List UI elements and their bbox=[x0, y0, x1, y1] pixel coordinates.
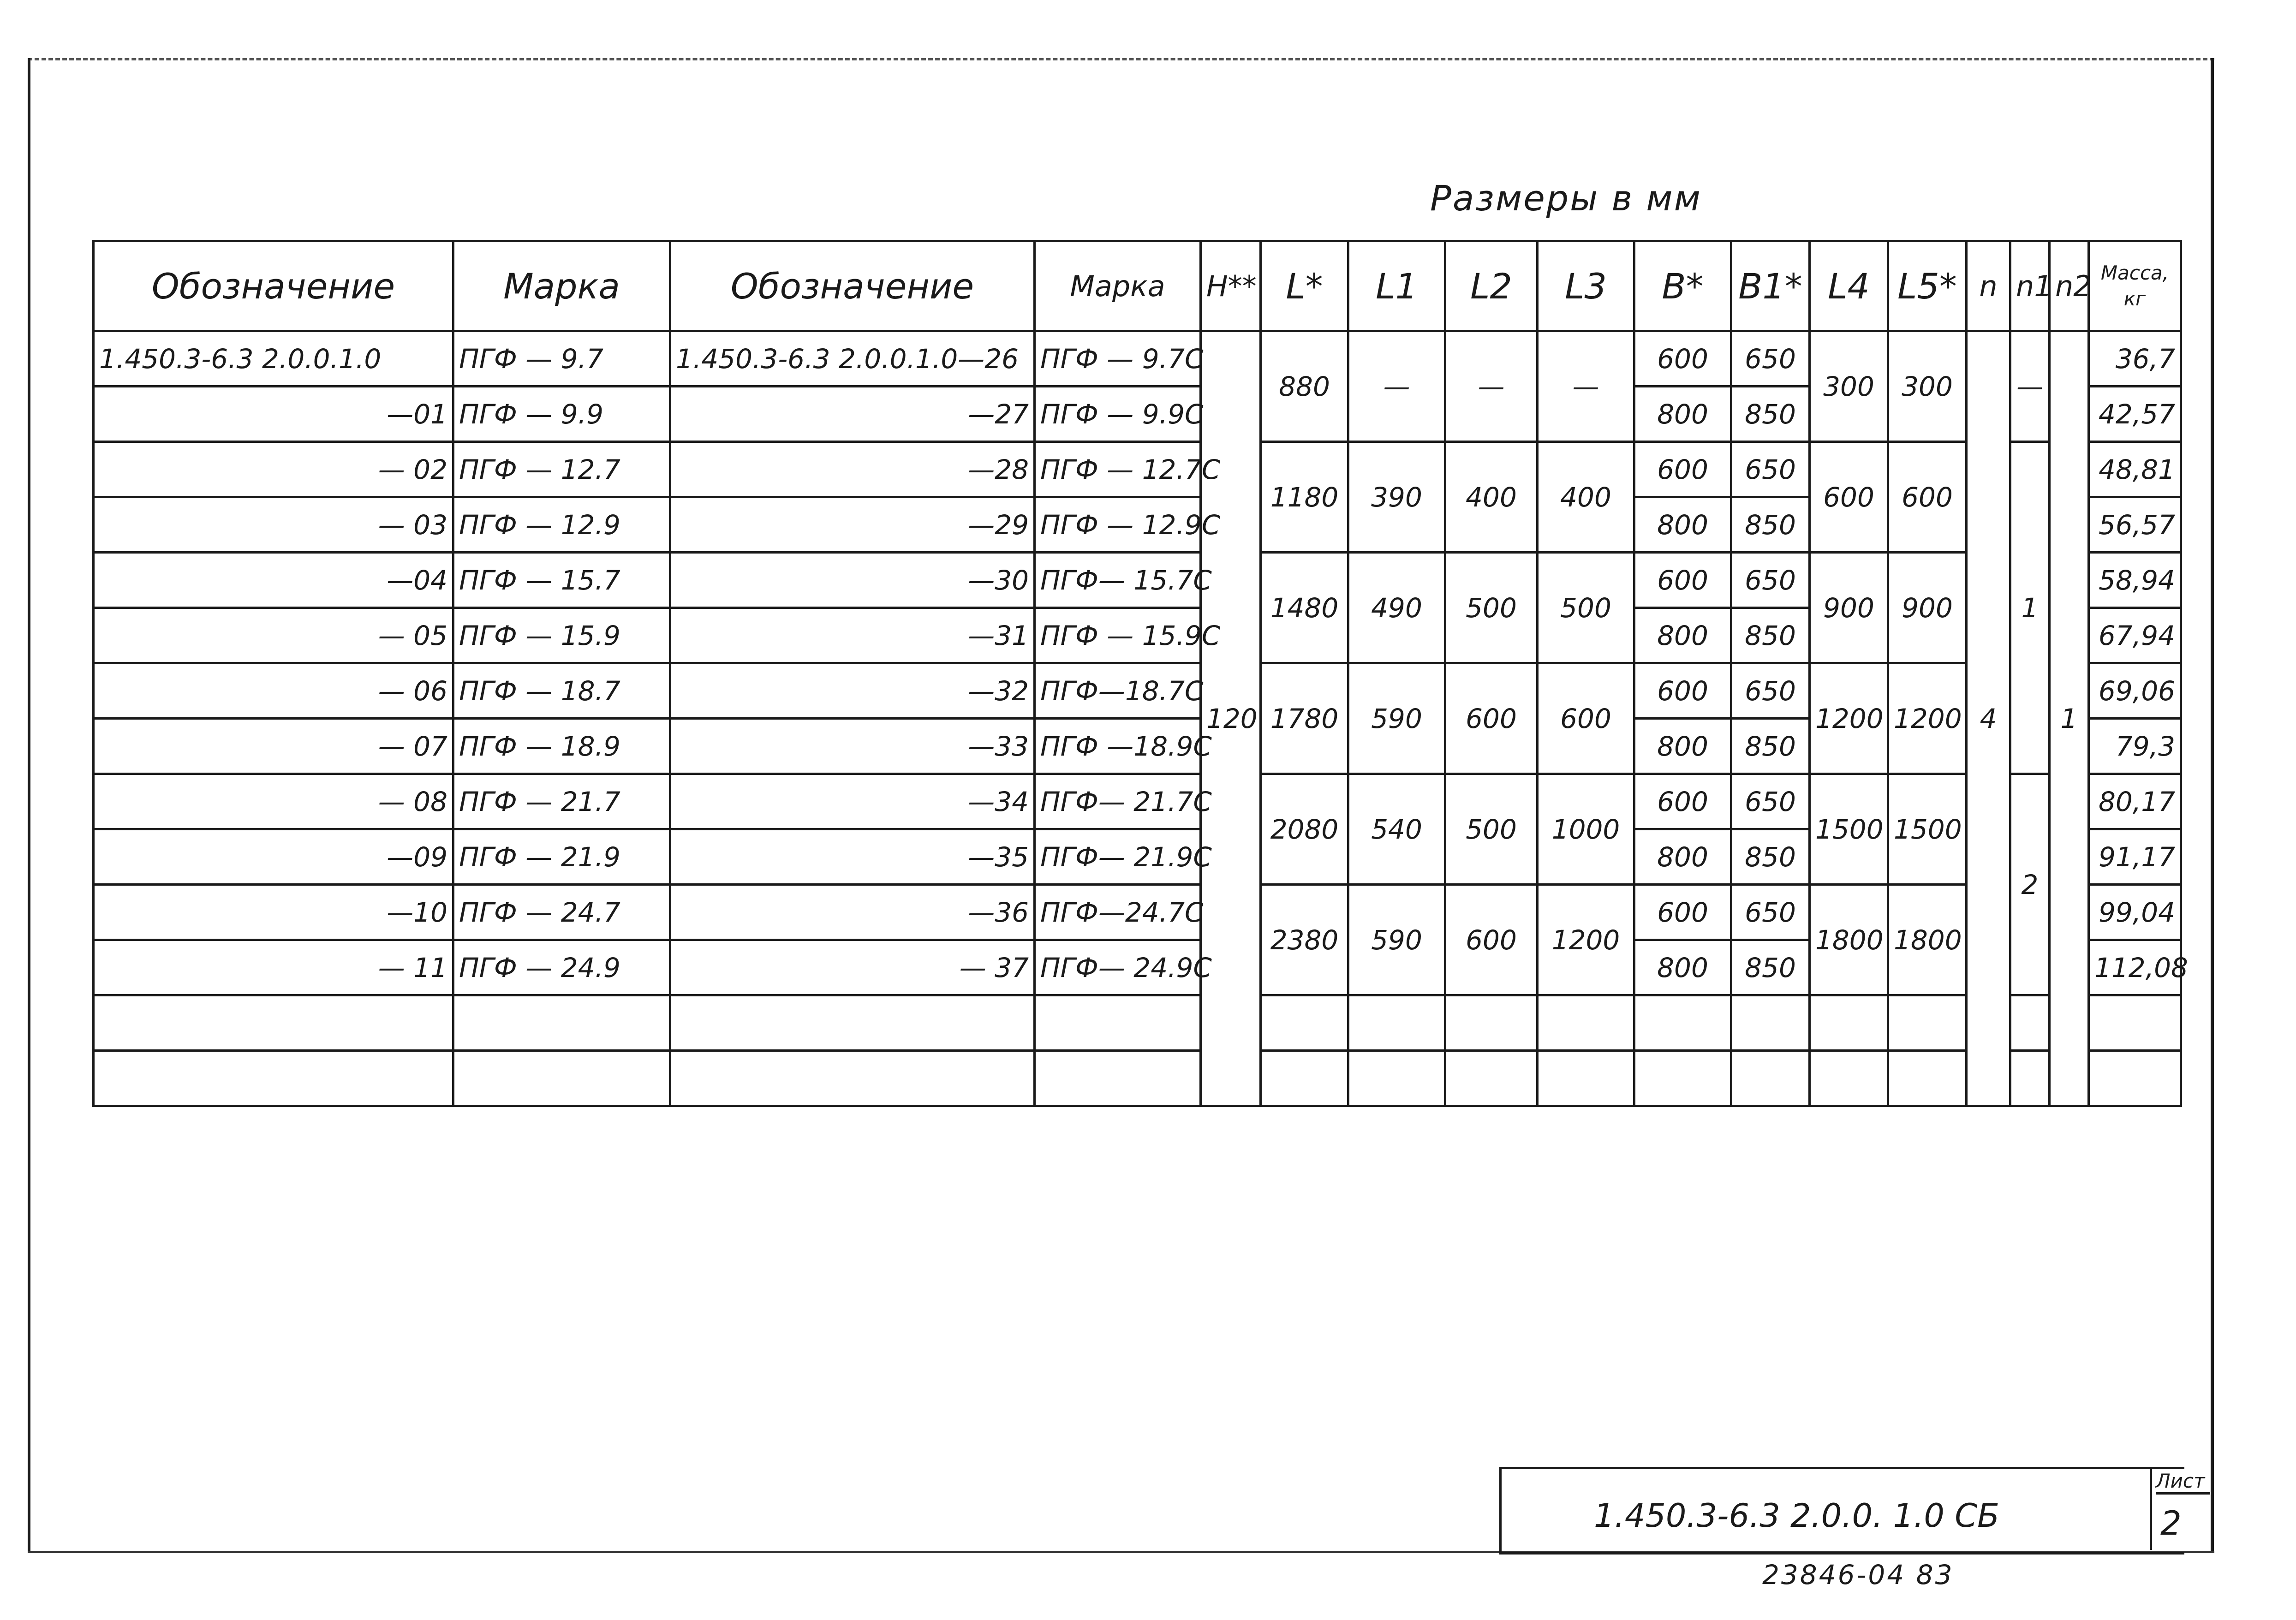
cell-mass: 56,57 bbox=[2089, 497, 2181, 553]
cell-oboznachenie-1: — 02 bbox=[94, 442, 453, 497]
empty-cell bbox=[2010, 1051, 2050, 1106]
table-row-empty bbox=[94, 1051, 2181, 1106]
cell-marka-2: ПГФ— 21.9С bbox=[1035, 829, 1201, 885]
cell-b: 600 bbox=[1634, 553, 1731, 608]
cell-n1: — bbox=[2010, 331, 2050, 442]
cell-marka-1: ПГФ — 9.9 bbox=[453, 387, 670, 442]
empty-cell bbox=[1035, 1051, 1201, 1106]
sheet-label: Лист bbox=[2156, 1470, 2210, 1495]
cell-mass: 69,06 bbox=[2089, 663, 2181, 719]
cell-b1: 850 bbox=[1731, 497, 1810, 553]
cell-l3: 500 bbox=[1538, 553, 1634, 663]
cell-l4: 600 bbox=[1810, 442, 1888, 553]
header-l: L* bbox=[1261, 241, 1348, 331]
cell-oboznachenie-2: —36 bbox=[670, 885, 1035, 940]
empty-cell bbox=[1348, 1051, 1445, 1106]
cell-l2: 600 bbox=[1445, 663, 1538, 774]
empty-cell bbox=[94, 1051, 453, 1106]
cell-oboznachenie-2: —33 bbox=[670, 719, 1035, 774]
header-b1: B1* bbox=[1731, 241, 1810, 331]
cell-b1: 850 bbox=[1731, 829, 1810, 885]
header-l1: L1 bbox=[1348, 241, 1445, 331]
frame-top-border bbox=[28, 58, 2214, 60]
sheet-box bbox=[2150, 1467, 2213, 1550]
cell-oboznachenie-1: — 05 bbox=[94, 608, 453, 663]
cell-marka-2: ПГФ — 15.9С bbox=[1035, 608, 1201, 663]
cell-oboznachenie-2: —30 bbox=[670, 553, 1035, 608]
cell-n1: 1 bbox=[2010, 442, 2050, 774]
empty-cell bbox=[1261, 1051, 1348, 1106]
cell-oboznachenie-2: —27 bbox=[670, 387, 1035, 442]
archive-number: 23846-04 83 bbox=[1762, 1559, 1954, 1590]
cell-l: 1780 bbox=[1261, 663, 1348, 774]
cell-b: 600 bbox=[1634, 331, 1731, 387]
cell-b: 800 bbox=[1634, 497, 1731, 553]
header-n2: n2 bbox=[2050, 241, 2089, 331]
sheet-number: 2 bbox=[2160, 1504, 2182, 1543]
table-row bbox=[94, 553, 2181, 608]
cell-l3: 1000 bbox=[1538, 774, 1634, 885]
cell-l1: 590 bbox=[1348, 885, 1445, 995]
cell-l2: 500 bbox=[1445, 553, 1538, 663]
header-marka-2: Марка bbox=[1035, 241, 1201, 331]
cell-marka-2: ПГФ —18.9С bbox=[1035, 719, 1201, 774]
empty-cell bbox=[1445, 1051, 1538, 1106]
cell-l2: 400 bbox=[1445, 442, 1538, 553]
cell-mass: 112,08 bbox=[2089, 940, 2181, 995]
cell-h: 120 bbox=[1201, 331, 1261, 1106]
cell-b: 800 bbox=[1634, 940, 1731, 995]
cell-l4: 300 bbox=[1810, 331, 1888, 442]
table-row bbox=[94, 331, 2181, 387]
cell-l4: 900 bbox=[1810, 553, 1888, 663]
header-n1: n1 bbox=[2010, 241, 2050, 331]
header-h: H** bbox=[1201, 241, 1261, 331]
cell-mass: 99,04 bbox=[2089, 885, 2181, 940]
cell-l4: 1500 bbox=[1810, 774, 1888, 885]
empty-cell bbox=[1888, 995, 1967, 1051]
cell-l1: — bbox=[1348, 331, 1445, 442]
table-row bbox=[94, 885, 2181, 940]
cell-l5: 1200 bbox=[1888, 663, 1967, 774]
cell-oboznachenie-1: —01 bbox=[94, 387, 453, 442]
empty-cell bbox=[1035, 995, 1201, 1051]
cell-oboznachenie-1: 1.450.3-6.3 2.0.0.1.0 bbox=[94, 331, 453, 387]
table-row bbox=[94, 442, 2181, 497]
cell-marka-1: ПГФ — 21.9 bbox=[453, 829, 670, 885]
cell-oboznachenie-1: — 03 bbox=[94, 497, 453, 553]
cell-l2: 500 bbox=[1445, 774, 1538, 885]
cell-l: 2380 bbox=[1261, 885, 1348, 995]
cell-b1: 650 bbox=[1731, 331, 1810, 387]
empty-cell bbox=[670, 1051, 1035, 1106]
cell-oboznachenie-2: —31 bbox=[670, 608, 1035, 663]
cell-l2: — bbox=[1445, 331, 1538, 442]
cell-oboznachenie-1: — 11 bbox=[94, 940, 453, 995]
cell-marka-1: ПГФ — 18.9 bbox=[453, 719, 670, 774]
cell-b: 800 bbox=[1634, 829, 1731, 885]
cell-b1: 850 bbox=[1731, 719, 1810, 774]
cell-b1: 650 bbox=[1731, 553, 1810, 608]
cell-b: 800 bbox=[1634, 387, 1731, 442]
cell-marka-1: ПГФ — 21.7 bbox=[453, 774, 670, 829]
cell-marka-1: ПГФ — 9.7 bbox=[453, 331, 670, 387]
cell-oboznachenie-2: —34 bbox=[670, 774, 1035, 829]
frame-left-border bbox=[28, 58, 30, 1553]
cell-l5: 900 bbox=[1888, 553, 1967, 663]
cell-l: 880 bbox=[1261, 331, 1348, 442]
cell-mass: 91,17 bbox=[2089, 829, 2181, 885]
cell-l: 1480 bbox=[1261, 553, 1348, 663]
cell-mass: 58,94 bbox=[2089, 553, 2181, 608]
empty-cell bbox=[670, 995, 1035, 1051]
header-l4: L4 bbox=[1810, 241, 1888, 331]
cell-l2: 600 bbox=[1445, 885, 1538, 995]
cell-marka-1: ПГФ — 24.7 bbox=[453, 885, 670, 940]
dimensions-caption: Размеры в мм bbox=[1430, 178, 1702, 219]
cell-oboznachenie-1: — 06 bbox=[94, 663, 453, 719]
empty-cell bbox=[94, 995, 453, 1051]
cell-oboznachenie-2: — 37 bbox=[670, 940, 1035, 995]
cell-marka-2: ПГФ—24.7С bbox=[1035, 885, 1201, 940]
cell-mass: 48,81 bbox=[2089, 442, 2181, 497]
cell-marka-1: ПГФ — 12.9 bbox=[453, 497, 670, 553]
cell-b: 600 bbox=[1634, 885, 1731, 940]
cell-marka-1: ПГФ — 15.9 bbox=[453, 608, 670, 663]
cell-b1: 850 bbox=[1731, 608, 1810, 663]
cell-marka-1: ПГФ — 18.7 bbox=[453, 663, 670, 719]
cell-marka-2: ПГФ — 12.9С bbox=[1035, 497, 1201, 553]
cell-mass: 67,94 bbox=[2089, 608, 2181, 663]
cell-oboznachenie-2: —29 bbox=[670, 497, 1035, 553]
document-code: 1.450.3-6.3 2.0.0. 1.0 СБ bbox=[1594, 1497, 2000, 1535]
empty-cell bbox=[1888, 1051, 1967, 1106]
empty-cell bbox=[1731, 995, 1810, 1051]
cell-b: 600 bbox=[1634, 442, 1731, 497]
cell-l: 1180 bbox=[1261, 442, 1348, 553]
cell-b1: 850 bbox=[1731, 940, 1810, 995]
cell-oboznachenie-1: —10 bbox=[94, 885, 453, 940]
cell-b1: 650 bbox=[1731, 885, 1810, 940]
cell-oboznachenie-2: —32 bbox=[670, 663, 1035, 719]
cell-oboznachenie-2: —35 bbox=[670, 829, 1035, 885]
empty-cell bbox=[1261, 995, 1348, 1051]
title-block bbox=[1499, 1467, 2184, 1554]
cell-l5: 1500 bbox=[1888, 774, 1967, 885]
frame-right-border bbox=[2211, 58, 2214, 1553]
cell-l1: 390 bbox=[1348, 442, 1445, 553]
cell-b1: 650 bbox=[1731, 663, 1810, 719]
empty-cell bbox=[453, 1051, 670, 1106]
specification-table bbox=[92, 240, 2188, 1107]
cell-n1: 2 bbox=[2010, 774, 2050, 995]
cell-marka-2: ПГФ — 9.7С bbox=[1035, 331, 1201, 387]
cell-marka-1: ПГФ — 15.7 bbox=[453, 553, 670, 608]
cell-l5: 300 bbox=[1888, 331, 1967, 442]
table-row bbox=[94, 663, 2181, 719]
cell-oboznachenie-2: 1.450.3-6.3 2.0.0.1.0—26 bbox=[670, 331, 1035, 387]
empty-cell bbox=[1538, 1051, 1634, 1106]
cell-b1: 650 bbox=[1731, 442, 1810, 497]
cell-n: 4 bbox=[1967, 331, 2010, 1106]
cell-l1: 490 bbox=[1348, 553, 1445, 663]
cell-mass: 36,7 bbox=[2089, 331, 2181, 387]
empty-cell bbox=[2089, 1051, 2181, 1106]
cell-marka-2: ПГФ—18.7С bbox=[1035, 663, 1201, 719]
cell-mass: 80,17 bbox=[2089, 774, 2181, 829]
cell-marka-2: ПГФ — 9.9С bbox=[1035, 387, 1201, 442]
header-n: n bbox=[1967, 241, 2010, 331]
cell-l4: 1800 bbox=[1810, 885, 1888, 995]
empty-cell bbox=[1538, 995, 1634, 1051]
cell-b: 800 bbox=[1634, 608, 1731, 663]
cell-l3: 400 bbox=[1538, 442, 1634, 553]
cell-b1: 650 bbox=[1731, 774, 1810, 829]
empty-cell bbox=[1634, 995, 1731, 1051]
cell-b1: 850 bbox=[1731, 387, 1810, 442]
empty-cell bbox=[1810, 1051, 1888, 1106]
cell-oboznachenie-1: —09 bbox=[94, 829, 453, 885]
cell-marka-1: ПГФ — 24.9 bbox=[453, 940, 670, 995]
empty-cell bbox=[2089, 995, 2181, 1051]
cell-l4: 1200 bbox=[1810, 663, 1888, 774]
cell-marka-2: ПГФ— 21.7С bbox=[1035, 774, 1201, 829]
cell-b: 600 bbox=[1634, 663, 1731, 719]
header-l3: L3 bbox=[1538, 241, 1634, 331]
header-mass: Масса, кг bbox=[2089, 241, 2181, 331]
header-oboznachenie-2: Обозначение bbox=[670, 241, 1035, 331]
cell-mass: 42,57 bbox=[2089, 387, 2181, 442]
cell-mass: 79,3 bbox=[2089, 719, 2181, 774]
empty-cell bbox=[1634, 1051, 1731, 1106]
cell-oboznachenie-1: — 07 bbox=[94, 719, 453, 774]
cell-marka-1: ПГФ — 12.7 bbox=[453, 442, 670, 497]
cell-l3: — bbox=[1538, 331, 1634, 442]
table-row-empty bbox=[94, 995, 2181, 1051]
header-l5: L5* bbox=[1888, 241, 1967, 331]
empty-cell bbox=[1731, 1051, 1810, 1106]
header-row bbox=[94, 241, 2181, 331]
table-row bbox=[94, 774, 2181, 829]
header-marka-1: Марка bbox=[453, 241, 670, 331]
cell-b: 800 bbox=[1634, 719, 1731, 774]
cell-marka-2: ПГФ— 24.9С bbox=[1035, 940, 1201, 995]
cell-l1: 590 bbox=[1348, 663, 1445, 774]
header-l2: L2 bbox=[1445, 241, 1538, 331]
header-oboznachenie-1: Обозначение bbox=[94, 241, 453, 331]
empty-cell bbox=[1348, 995, 1445, 1051]
cell-l3: 600 bbox=[1538, 663, 1634, 774]
cell-oboznachenie-2: —28 bbox=[670, 442, 1035, 497]
cell-b: 600 bbox=[1634, 774, 1731, 829]
empty-cell bbox=[453, 995, 670, 1051]
header-b: B* bbox=[1634, 241, 1731, 331]
cell-marka-2: ПГФ— 15.7С bbox=[1035, 553, 1201, 608]
cell-l: 2080 bbox=[1261, 774, 1348, 885]
cell-n2: 1 bbox=[2050, 331, 2089, 1106]
empty-cell bbox=[1810, 995, 1888, 1051]
cell-l5: 600 bbox=[1888, 442, 1967, 553]
cell-l5: 1800 bbox=[1888, 885, 1967, 995]
cell-l3: 1200 bbox=[1538, 885, 1634, 995]
cell-marka-2: ПГФ — 12.7С bbox=[1035, 442, 1201, 497]
cell-oboznachenie-1: —04 bbox=[94, 553, 453, 608]
cell-oboznachenie-1: — 08 bbox=[94, 774, 453, 829]
empty-cell bbox=[1445, 995, 1538, 1051]
cell-l1: 540 bbox=[1348, 774, 1445, 885]
empty-cell bbox=[2010, 995, 2050, 1051]
